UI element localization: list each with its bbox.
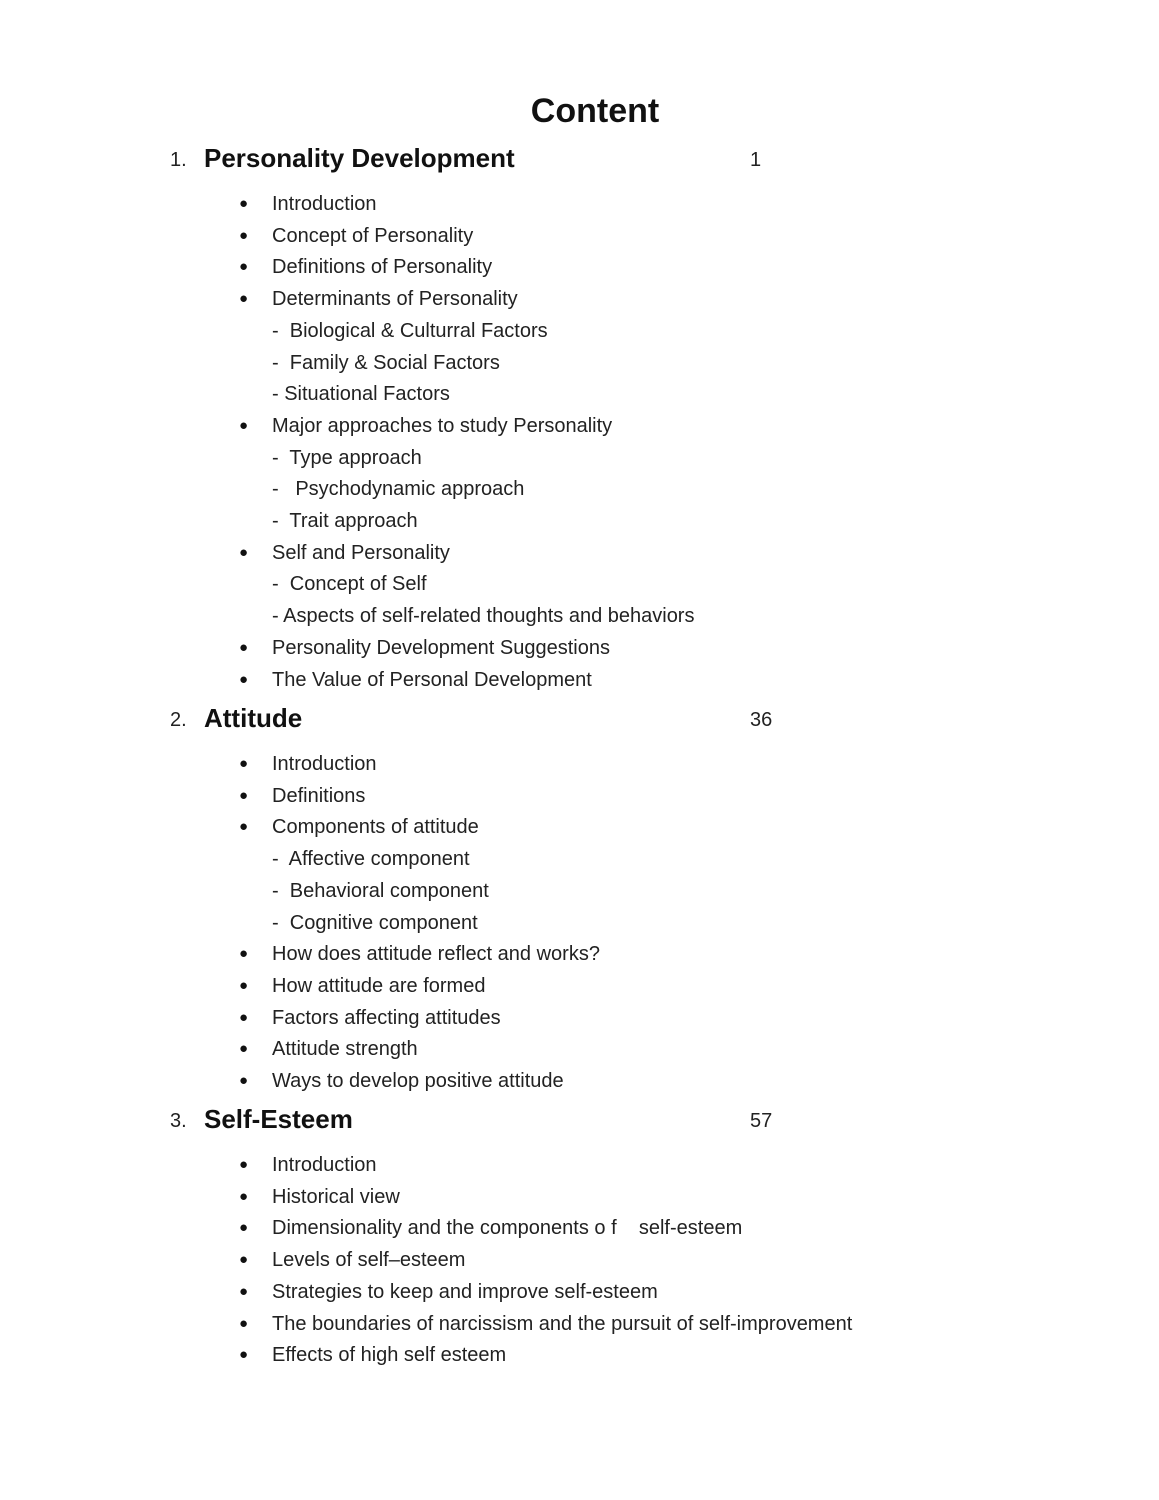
chapter-number: 2. — [170, 709, 187, 731]
toc-entry-label: Definitions — [272, 784, 366, 807]
toc-entry-label: Major approaches to study Personality — [272, 414, 613, 437]
toc-entry-label: Dimensionality and the components o f self-esteem — [272, 1217, 743, 1240]
bullet-icon: ● — [239, 416, 249, 434]
toc-subentry-label: - Situational Factors — [272, 383, 450, 406]
chapter-number: 3. — [170, 1110, 187, 1132]
bullet-icon: ● — [239, 258, 249, 276]
bullet-icon: ● — [239, 226, 249, 244]
bullet-icon: ● — [239, 945, 249, 963]
toc-entry-label: Concept of Personality — [272, 224, 474, 247]
bullet-icon: ● — [239, 1219, 249, 1237]
toc-subentry-label: - Family & Social Factors — [272, 351, 500, 374]
bullet-icon: ● — [239, 1008, 249, 1026]
toc-entry-label: Introduction — [272, 753, 377, 775]
bullet-icon: ● — [239, 1187, 249, 1205]
bullet-icon: ● — [239, 786, 249, 804]
bullet-icon: ● — [239, 818, 249, 836]
chapter-page-number: 57 — [750, 1110, 773, 1132]
toc-entry-label: Levels of self–esteem — [272, 1249, 466, 1272]
toc-subentry-label: - Cognitive component — [272, 911, 478, 934]
toc-entry-label: Effects of high self esteem — [272, 1344, 507, 1367]
toc-entry-label: Introduction — [272, 1154, 377, 1176]
bullet-icon: ● — [239, 1040, 249, 1058]
toc-entry-label: Components of attitude — [272, 816, 479, 839]
chapter-title: Self-Esteem — [204, 1104, 353, 1134]
chapter-heading — [0, 1104, 1159, 1140]
page-title: Content — [530, 92, 660, 130]
toc-subentry-label: - Affective component — [272, 848, 470, 871]
toc-subentry-label: - Concept of Self — [272, 573, 427, 596]
bullet-icon: ● — [239, 755, 249, 772]
bullet-icon: ● — [239, 1072, 249, 1089]
toc-subentry-label: - Psychodynamic approach — [272, 478, 525, 501]
bullet-icon: ● — [239, 670, 249, 688]
chapter-title: Personality Development — [204, 143, 515, 173]
toc-entry-label: Introduction — [272, 193, 377, 215]
bullet-icon: ● — [239, 976, 249, 994]
toc-entry-label: Ways to develop positive attitude — [272, 1070, 564, 1092]
toc-subentry-label: - Type approach — [272, 446, 422, 469]
toc-entry-label: The Value of Personal Development — [272, 668, 592, 691]
bullet-icon: ● — [239, 1282, 249, 1300]
chapter-heading — [0, 143, 1159, 179]
toc-entry-label: Determinants of Personality — [272, 288, 518, 311]
chapter-page-number: 36 — [750, 709, 773, 731]
chapter-page-number: 1 — [750, 149, 762, 171]
bullet-icon: ● — [239, 543, 249, 561]
toc-subentry-label: - Biological & Culturral Factors — [272, 319, 548, 342]
toc-subentry-label: - Aspects of self-related thoughts and behaviors — [272, 605, 695, 628]
bullet-icon: ● — [239, 1314, 249, 1332]
toc-subentry-label: - Behavioral component — [272, 879, 489, 902]
toc-entry-label: Factors affecting attitudes — [272, 1006, 501, 1029]
toc-entry-label: Personality Development Suggestions — [272, 636, 610, 659]
toc-entry-label: Historical view — [272, 1185, 400, 1208]
toc-entry-label: Strategies to keep and improve self-esteem — [272, 1280, 658, 1303]
bullet-icon: ● — [239, 290, 249, 308]
bullet-icon: ● — [239, 195, 249, 212]
chapter-number: 1. — [170, 149, 187, 171]
toc-entry-label: How does attitude reflect and works? — [272, 943, 600, 966]
toc-entry-label: Attitude strength — [272, 1038, 418, 1061]
toc-entry-label: How attitude are formed — [272, 974, 486, 997]
bullet-icon: ● — [239, 1251, 249, 1269]
chapter-title: Attitude — [204, 703, 303, 733]
bullet-icon: ● — [239, 638, 249, 656]
bullet-icon: ● — [239, 1346, 249, 1364]
chapter-heading — [0, 703, 1159, 739]
toc-entry-label: The boundaries of narcissism and the pursuit of self-improvement — [272, 1312, 853, 1335]
bullet-icon: ● — [239, 1156, 249, 1173]
toc-subentry-label: - Trait approach — [272, 510, 418, 532]
toc-entry-label: Definitions of Personality — [272, 256, 493, 279]
toc-entry-label: Self and Personality — [272, 541, 450, 564]
